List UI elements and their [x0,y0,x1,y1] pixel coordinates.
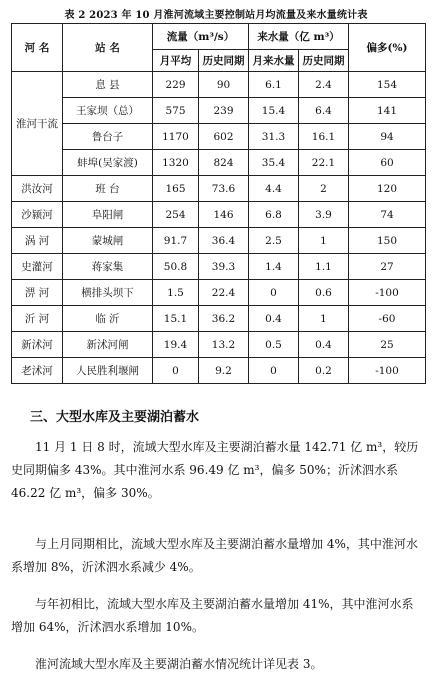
section-title: 三、大型水库及主要湖泊蓄水 [30,410,200,425]
vol: 0 [249,280,299,306]
flow-avg: 1320 [153,150,199,176]
station-name: 横排头坝下 [63,280,153,306]
flow-hist: 73.6 [199,176,249,202]
vol-hist: 1 [299,228,349,254]
station-name: 临 沂 [63,306,153,332]
station-name: 蒙城闸 [63,228,153,254]
flow-avg: 15.1 [153,306,199,332]
vol-hist: 2 [299,176,349,202]
flow-hist: 39.3 [199,254,249,280]
deviation: 154 [349,72,426,98]
header-river: 河 名 [12,24,63,72]
vol: 2.5 [249,228,299,254]
flow-avg: 0 [153,358,199,384]
flow-avg: 1.5 [153,280,199,306]
vol: 6.8 [249,202,299,228]
deviation: -60 [349,306,426,332]
flow-hist: 36.4 [199,228,249,254]
flow-hist: 602 [199,124,249,150]
table-row [12,202,426,228]
header-deviation: 偏多(%) [349,24,426,72]
vol-hist: 0.4 [299,332,349,358]
header-monthly-vol: 月来水量 [249,50,299,72]
vol-hist: 16.1 [299,124,349,150]
table-row [12,72,426,98]
flow-avg: 1170 [153,124,199,150]
river-name: 沂 河 [12,306,63,332]
deviation: 120 [349,176,426,202]
vol: 15.4 [249,98,299,124]
table-row [12,358,426,384]
station-name: 新沭河闸 [63,332,153,358]
flow-hist: 824 [199,150,249,176]
flow-hist: 146 [199,202,249,228]
header-monthly-avg: 月平均 [153,50,199,72]
vol: 31.3 [249,124,299,150]
table-row [12,124,426,150]
deviation: -100 [349,358,426,384]
vol-hist: 0.2 [299,358,349,384]
river-name: 新沭河 [12,332,63,358]
table-row [12,332,426,358]
flow-hist: 36.2 [199,306,249,332]
header-historical-vol: 历史同期 [299,50,349,72]
paragraph-table-reference: 淮河流域大型水库及主要湖泊蓄水情况统计详见表 3。 [35,657,323,671]
river-name: 涡 河 [12,228,63,254]
vol-hist: 0.6 [299,280,349,306]
vol-hist: 1 [299,306,349,332]
paragraph-year-compare: 与年初相比，流域大型水库及主要湖泊蓄水量增加 41%，其中淮河水系增加 64%，沂沭泗水系增加 10%。 [11,597,414,634]
deviation: 25 [349,332,426,358]
river-name: 淮河干流 [12,72,63,176]
table-row [12,306,426,332]
deviation: -100 [349,280,426,306]
river-name: 史灌河 [12,254,63,280]
flow-avg: 50.8 [153,254,199,280]
river-name: 淠 河 [12,280,63,306]
vol: 35.4 [249,150,299,176]
flow-avg: 19.4 [153,332,199,358]
table-row [12,228,426,254]
deviation: 27 [349,254,426,280]
vol: 0 [249,358,299,384]
flow-hist: 13.2 [199,332,249,358]
flow-hist: 22.4 [199,280,249,306]
river-name: 老沭河 [12,358,63,384]
table-row [12,280,426,306]
station-name: 蚌埠(吴家渡) [63,150,153,176]
flow-avg: 91.7 [153,228,199,254]
table-caption: 表 2 2023 年 10 月淮河流域主要控制站月均流量及来水量统计表 [64,10,368,21]
vol-hist: 3.9 [299,202,349,228]
table-row [12,150,426,176]
deviation: 150 [349,228,426,254]
table-row [12,254,426,280]
station-name: 人民胜利堰闸 [63,358,153,384]
vol: 0.4 [249,306,299,332]
river-name: 沙颍河 [12,202,63,228]
vol: 0.5 [249,332,299,358]
header-volume: 来水量（亿 m³） [249,24,349,50]
vol-hist: 2.4 [299,72,349,98]
header-station: 站 名 [63,24,153,72]
paragraph-storage-total: 11 月 1 日 8 时，流域大型水库及主要湖泊蓄水量 142.71 亿 m³，较历史同期偏多 43%。其中淮河水系 96.49 亿 m³，偏多 50%；沂沭泗水系 46.22 亿 m³，偏多 30%。 [11,440,419,500]
station-name: 班 台 [63,176,153,202]
deviation: 94 [349,124,426,150]
table-row [12,176,426,202]
river-name: 洪汝河 [12,176,63,202]
vol: 1.4 [249,254,299,280]
flow-hist: 90 [199,72,249,98]
flow-avg: 254 [153,202,199,228]
table-row [12,98,426,124]
vol-hist: 1.1 [299,254,349,280]
station-name: 息 县 [63,72,153,98]
vol-hist: 6.4 [299,98,349,124]
header-historical: 历史同期 [199,50,249,72]
vol: 6.1 [249,72,299,98]
flow-avg: 575 [153,98,199,124]
station-name: 阜阳闸 [63,202,153,228]
station-name: 王家坝（总） [63,98,153,124]
flow-hist: 239 [199,98,249,124]
deviation: 74 [349,202,426,228]
vol: 4.4 [249,176,299,202]
flow-hist: 9.2 [199,358,249,384]
flow-avg: 229 [153,72,199,98]
header-flow: 流量（m³/s） [153,24,249,50]
vol-hist: 22.1 [299,150,349,176]
station-name: 蒋家集 [63,254,153,280]
paragraph-month-compare: 与上月同期相比，流域大型水库及主要湖泊蓄水量增加 4%，其中淮河水系增加 8%，沂沭泗水系减少 4%。 [11,537,418,574]
flow-statistics-table [11,23,426,384]
flow-avg: 165 [153,176,199,202]
deviation: 60 [349,150,426,176]
station-name: 鲁台子 [63,124,153,150]
deviation: 141 [349,98,426,124]
